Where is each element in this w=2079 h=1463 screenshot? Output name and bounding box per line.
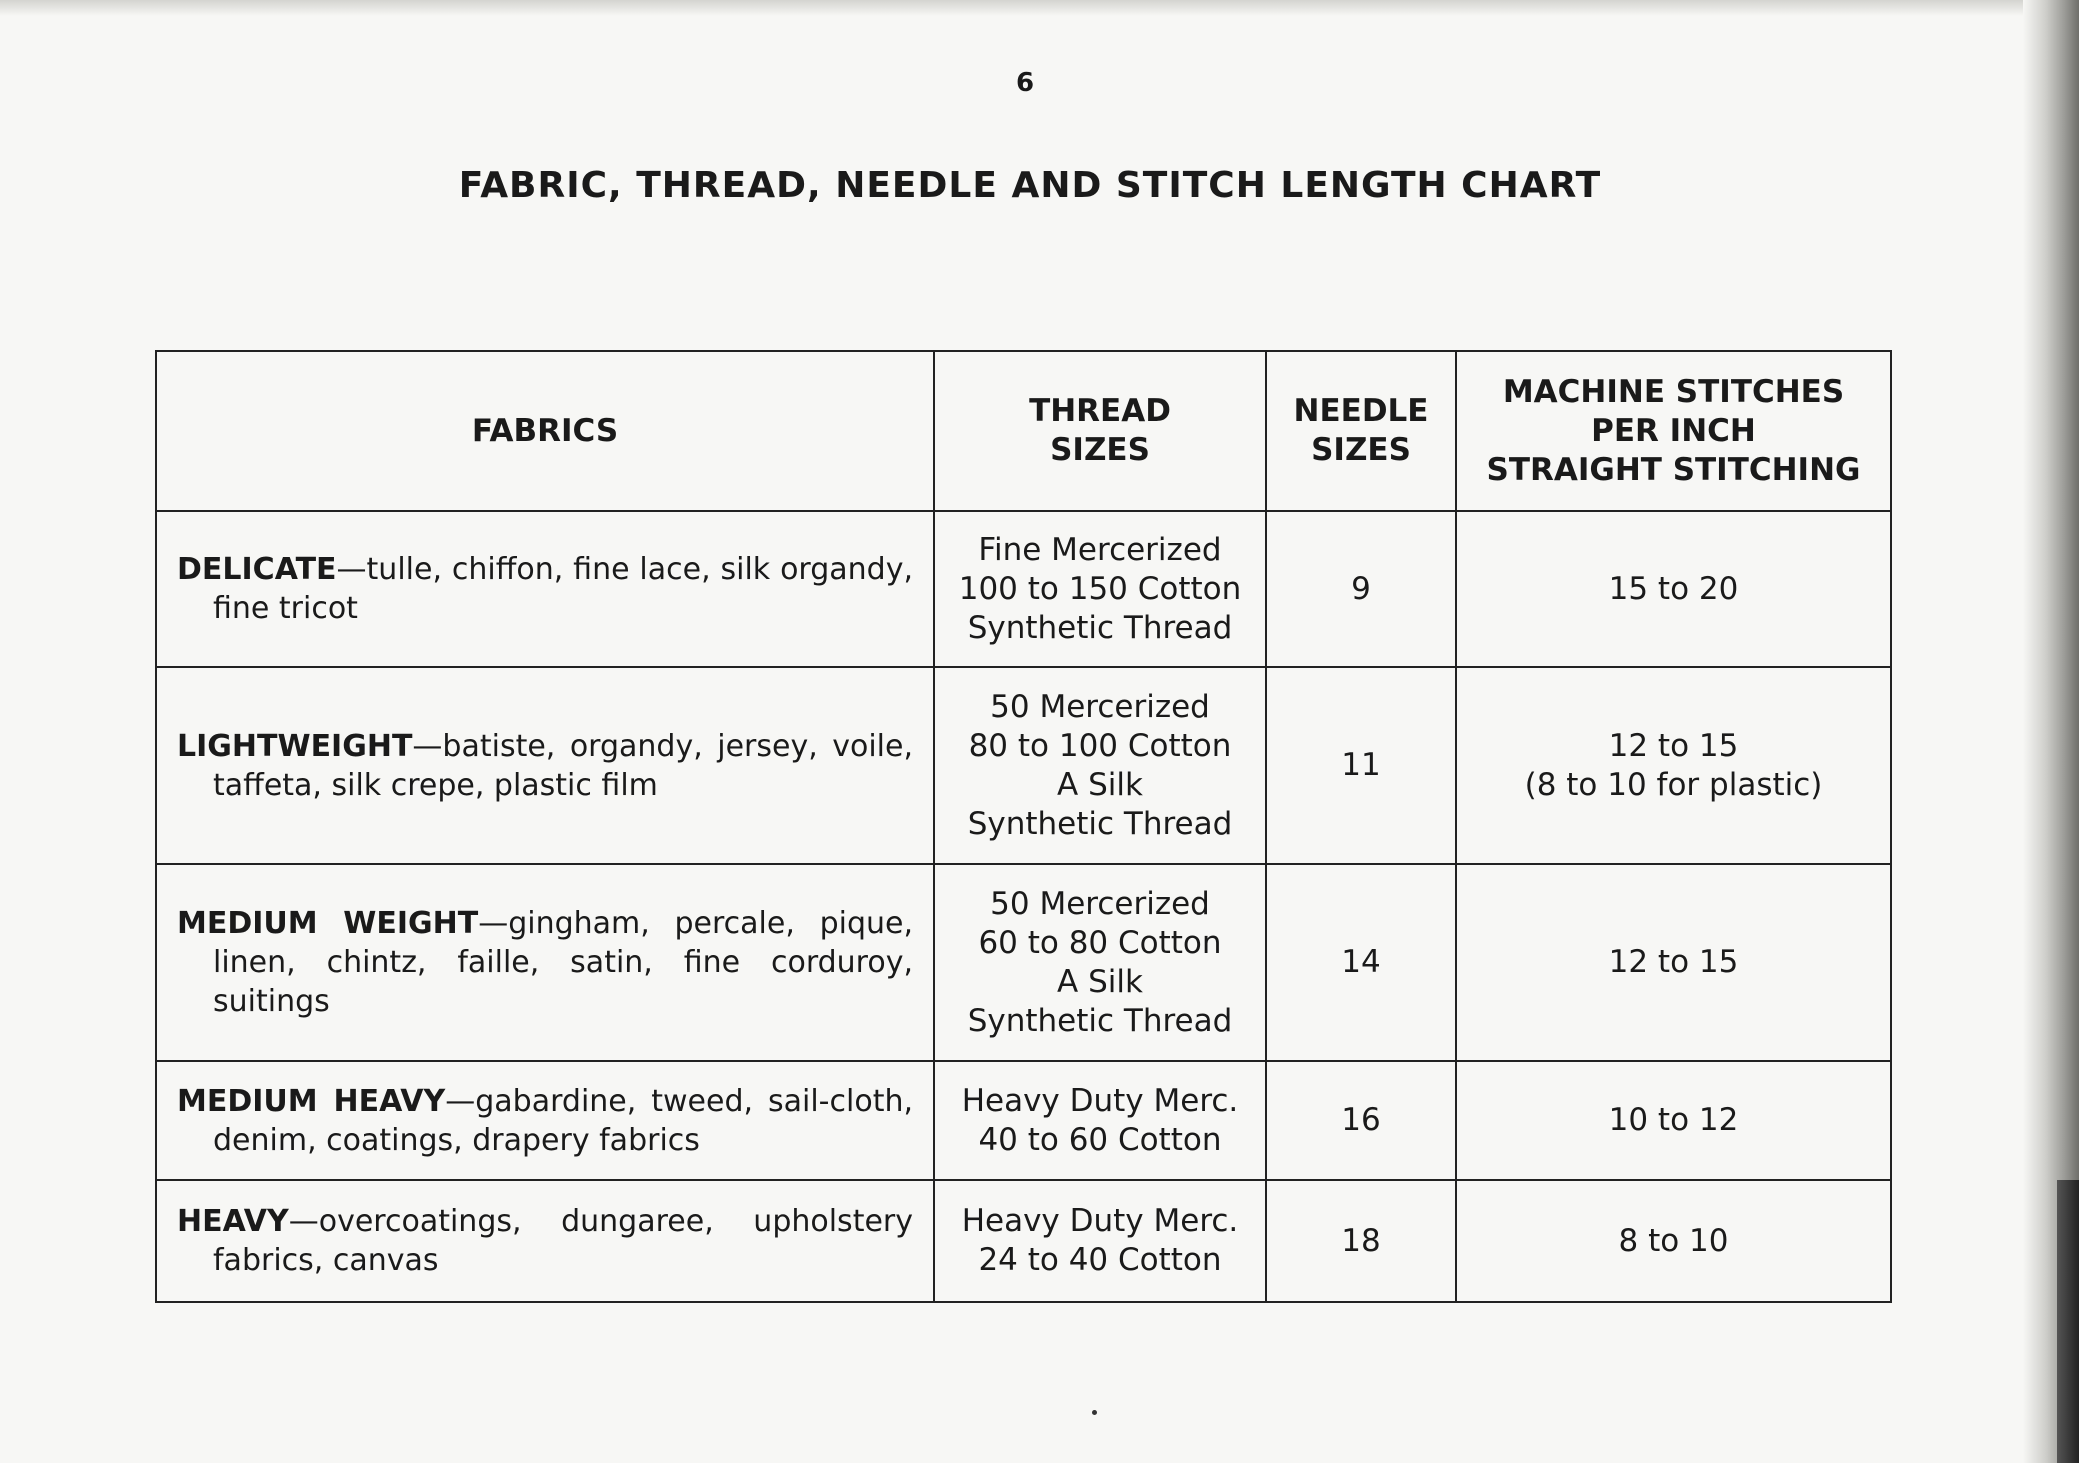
needle-cell: 16 [1266,1061,1456,1180]
fabric-cell [156,667,934,864]
thread-line: A Silk [1057,963,1143,1000]
thread-line: A Silk [1057,766,1143,803]
thread-cell [934,667,1266,864]
fabric-description [177,1202,913,1280]
thread-line: Synthetic Thread [967,609,1233,646]
header-thread-sizes [934,351,1266,511]
header-fabrics [156,351,934,511]
thread-cell [934,511,1266,667]
thread-line: Fine Mercerized [978,531,1222,568]
header-label-line: NEEDLE [1293,393,1429,429]
table-row [156,1180,1891,1302]
thread-cell [934,1180,1266,1302]
thread-line: Synthetic Thread [967,805,1233,842]
stitches-cell [1456,1180,1891,1302]
table-row [156,511,1891,667]
fabric-examples: —tulle, chiffon, fine lace, silk organdy, fine tricot [213,552,913,626]
fabric-description [177,727,913,805]
thread-line: 24 to 40 Cotton [978,1242,1222,1278]
needle-cell: 18 [1266,1180,1456,1302]
needle-cell: 14 [1266,864,1456,1061]
book-binding-edge [2057,1180,2079,1463]
thread-line: 50 Mercerized [990,885,1210,922]
fabric-name: MEDIUM HEAVY [177,1083,446,1119]
stitches-line: 12 to 15 [1608,727,1739,764]
thread-line: 80 to 100 Cotton [968,727,1232,764]
needle-cell: 9 [1266,511,1456,667]
stitches-line: 15 to 20 [1608,570,1739,607]
fabric-name: DELICATE [177,552,337,587]
thread-line: Heavy Duty Merc. [961,1082,1239,1119]
stitches-cell [1456,1061,1891,1180]
fabric-name: LIGHTWEIGHT [177,728,413,764]
stitches-cell [1456,667,1891,864]
fabric-cell [156,1180,934,1302]
thread-line: Synthetic Thread [967,1002,1233,1039]
page-title: FABRIC, THREAD, NEEDLE AND STITCH LENGTH CHART [458,165,1602,206]
stitches-line: 12 to 15 [1608,944,1739,980]
stitches-cell [1456,511,1891,667]
fabric-description [177,1082,914,1160]
thread-line: Heavy Duty Merc. [961,1203,1239,1239]
table-row [156,667,1891,864]
thread-line: 100 to 150 Cotton [958,570,1242,607]
thread-line: 50 Mercerized [990,688,1210,725]
header-label-line: STRAIGHT STITCHING [1486,451,1861,488]
fabric-cell [156,511,934,667]
fabric-cell [156,1061,934,1180]
stitches-line: 10 to 12 [1608,1102,1739,1138]
thread-line: 60 to 80 Cotton [978,924,1222,961]
stitches-line: 8 to 10 [1618,1222,1729,1259]
thread-cell [934,864,1266,1061]
fabric-name: MEDIUM WEIGHT [177,906,479,941]
header-label-line: SIZES [1050,432,1150,468]
header-label-line: THREAD [1029,393,1171,429]
header-label-line: PER INCH [1591,412,1756,449]
header-stitches-per-inch [1456,351,1891,511]
header-label-line: MACHINE STITCHES [1502,373,1845,410]
page-edge-shade [0,0,2079,16]
fabric-description [177,904,913,1021]
fabric-examples: —overcoatings, dungaree, upholstery fabrics, canvas [213,1204,913,1278]
fabric-examples: —batiste, organdy, jersey, voile, taffeta, silk crepe, plastic film [213,728,913,803]
fabric-cell [156,864,934,1061]
table-header-row [156,351,1891,511]
needle-cell: 11 [1266,667,1456,864]
table-row [156,864,1891,1061]
thread-cell [934,1061,1266,1180]
table-row [156,1061,1891,1180]
page-number: 6 [1015,68,1035,98]
stitches-cell [1456,864,1891,1061]
header-label-line: SIZES [1311,432,1411,468]
fabric-examples: —gingham, percale, pique, linen, chintz, faille, satin, fine corduroy, suitings [213,906,913,1019]
stitches-line: (8 to 10 for plastic) [1524,766,1823,803]
fabric-description [177,550,913,628]
print-speck [1092,1410,1097,1415]
thread-line: 40 to 60 Cotton [978,1121,1222,1158]
header-fabrics-label: FABRICS [471,412,619,449]
fabric-chart-table [155,350,1892,1303]
fabric-examples: —gabardine, tweed, sail-cloth, denim, coatings, drapery fabrics [213,1083,914,1158]
fabric-name: HEAVY [177,1204,289,1239]
header-needle-sizes [1266,351,1456,511]
